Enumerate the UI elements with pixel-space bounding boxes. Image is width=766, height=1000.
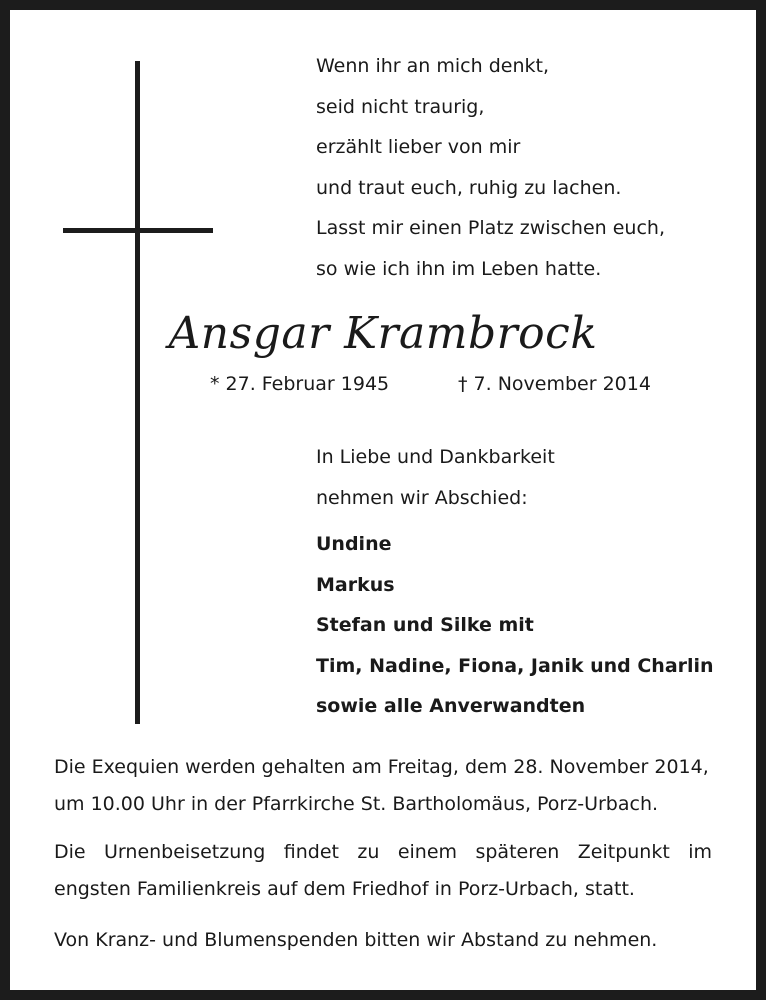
mourner-entry: Undine bbox=[316, 533, 392, 555]
poem-line: seid nicht traurig, bbox=[316, 95, 485, 118]
deceased-name: Ansgar Krambrock bbox=[168, 308, 598, 359]
mourner-entry: sowie alle Anverwandten bbox=[316, 695, 586, 717]
poem-line: erzählt lieber von mir bbox=[316, 136, 521, 158]
birth-date: * 27. Februar 1945 bbox=[210, 373, 390, 395]
poem-line: und traut euch, ruhig zu lachen. bbox=[316, 176, 622, 199]
burial-notice bbox=[54, 834, 712, 908]
exequien-notice bbox=[54, 749, 712, 823]
mourner-entry: Stefan und Silke mit bbox=[316, 614, 534, 636]
cross-vertical-bar bbox=[135, 61, 140, 724]
poem-line: Lasst mir einen Platz zwischen euch, bbox=[316, 217, 665, 239]
poem-line: Wenn ihr an mich denkt, bbox=[316, 55, 549, 77]
burial-line: Die Urnenbeisetzung findet zu einem späteren Zeitpunkt im bbox=[54, 841, 712, 863]
mourners-list bbox=[316, 524, 714, 727]
farewell-line: In Liebe und Dankbarkeit bbox=[316, 446, 555, 468]
exequien-line: Die Exequien werden gehalten am Freitag, dem 28. November 2014, bbox=[54, 756, 709, 778]
mourner-entry: Tim, Nadine, Fiona, Janik und Charlin bbox=[316, 654, 714, 677]
cross-horizontal-bar bbox=[63, 228, 213, 233]
farewell-text bbox=[316, 437, 555, 518]
poem bbox=[316, 46, 665, 289]
farewell-line: nehmen wir Abschied: bbox=[316, 486, 528, 509]
burial-line: engsten Familienkreis auf dem Friedhof in Porz-Urbach, statt. bbox=[54, 878, 635, 900]
exequien-line: um 10.00 Uhr in der Pfarrkirche St. Bartholomäus, Porz-Urbach. bbox=[54, 793, 659, 815]
mourner-entry: Markus bbox=[316, 573, 395, 596]
poem-line: so wie ich ihn im Leben hatte. bbox=[316, 257, 602, 280]
flowers-notice: Von Kranz- und Blumenspenden bitten wir Abstand zu nehmen. bbox=[54, 929, 658, 951]
death-date: † 7. November 2014 bbox=[458, 373, 651, 395]
